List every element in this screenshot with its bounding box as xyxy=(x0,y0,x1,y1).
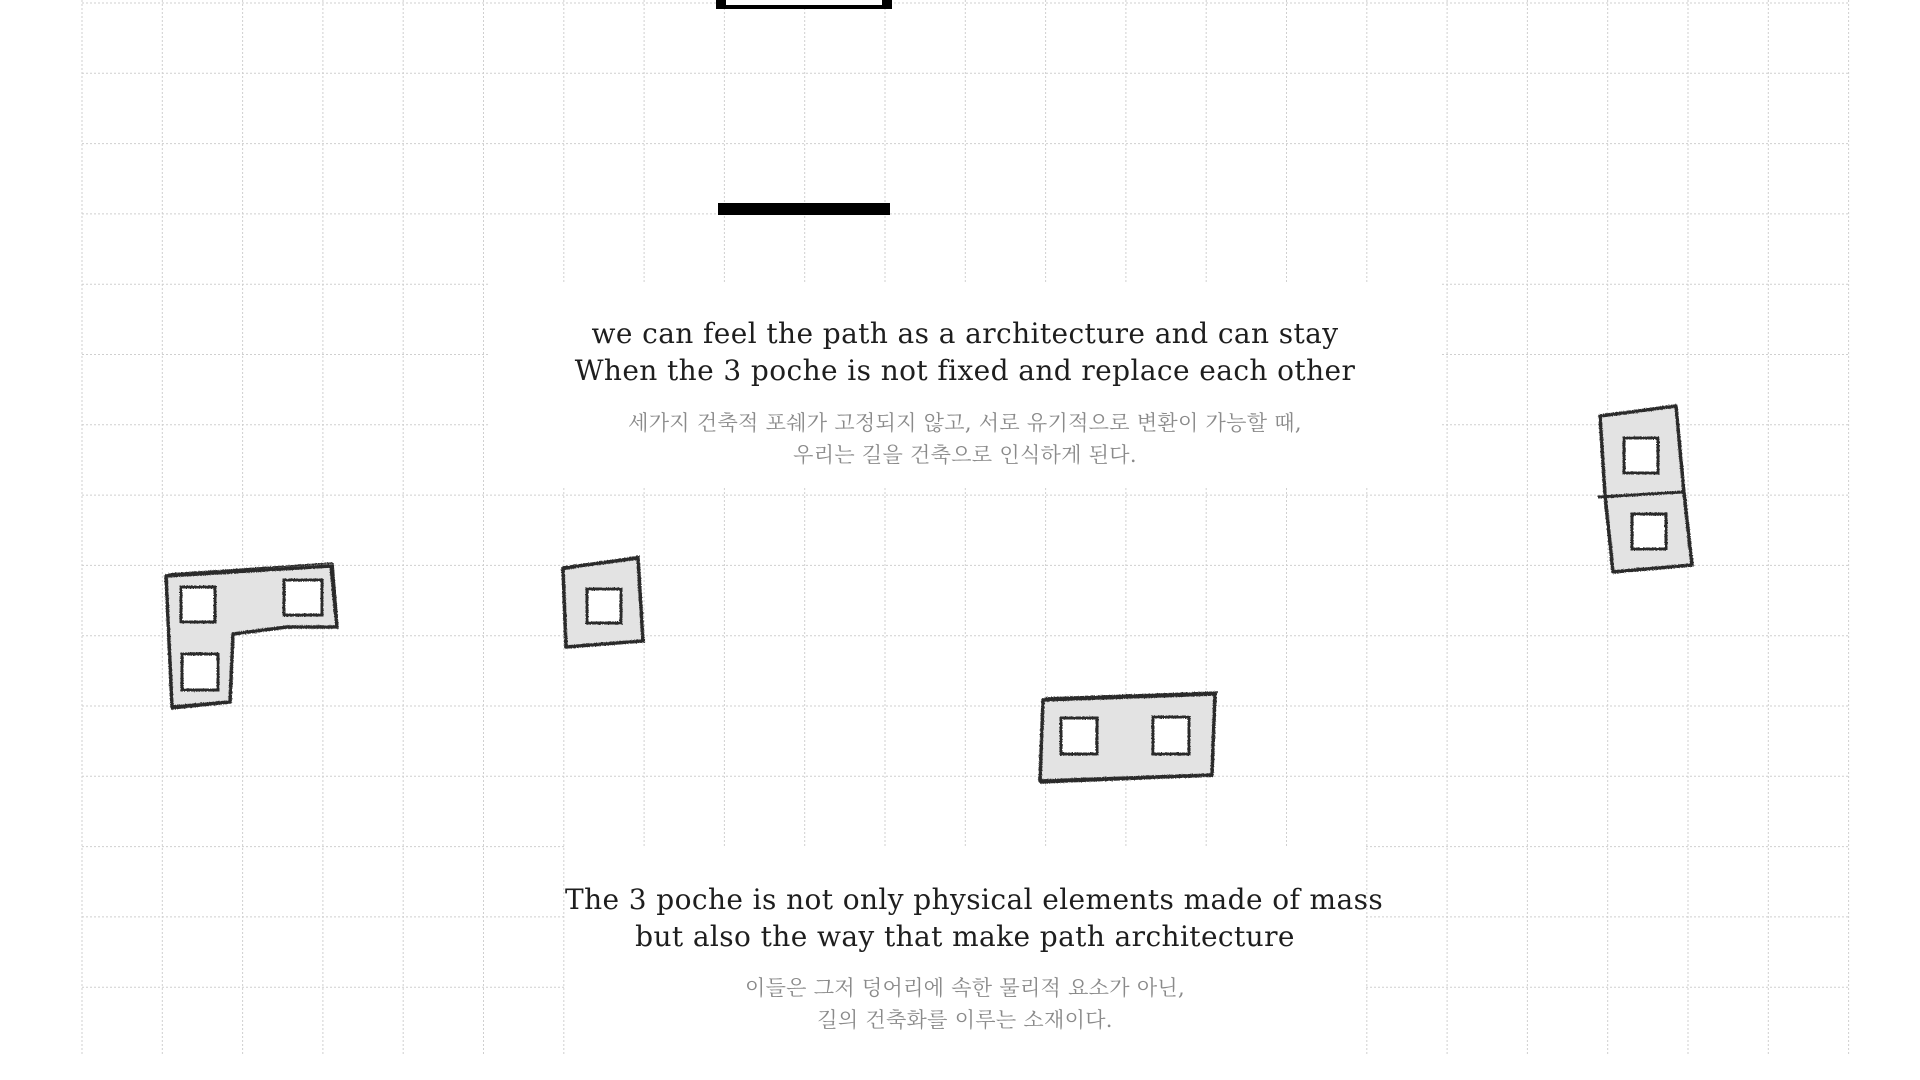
caption-line: When the 3 poche is not fixed and replace each other xyxy=(574,354,1356,387)
caption-line: but also the way that make path architecture xyxy=(635,920,1295,953)
english-caption xyxy=(565,881,1384,955)
top-wall-frame xyxy=(718,0,890,7)
korean-caption xyxy=(565,972,1365,1036)
caption-block-upper xyxy=(490,282,1440,487)
caption-line: 이들은 그저 덩어리에 속한 물리적 요소가 아닌, xyxy=(745,976,1185,1000)
poche-l-shape xyxy=(166,563,338,709)
korean-caption xyxy=(490,407,1440,471)
caption-line: 세가지 건축적 포쉐가 고정되지 않고, 서로 유기적으로 변환이 가능할 때, xyxy=(628,411,1302,435)
wall-bar xyxy=(718,203,890,215)
caption-line: we can feel the path as a architecture and can stay xyxy=(591,317,1339,350)
caption-block-lower xyxy=(565,846,1384,1056)
english-caption xyxy=(490,315,1440,389)
caption-line: The 3 poche is not only physical elements made of mass xyxy=(565,883,1384,916)
caption-line: 길의 건축화를 이루는 소재이다. xyxy=(817,1008,1113,1032)
caption-line: 우리는 길을 건축으로 인식하게 된다. xyxy=(793,443,1137,467)
poche-single xyxy=(561,556,643,647)
poche-double-vertical xyxy=(1598,406,1692,572)
poche-double-horizontal xyxy=(1040,692,1218,783)
